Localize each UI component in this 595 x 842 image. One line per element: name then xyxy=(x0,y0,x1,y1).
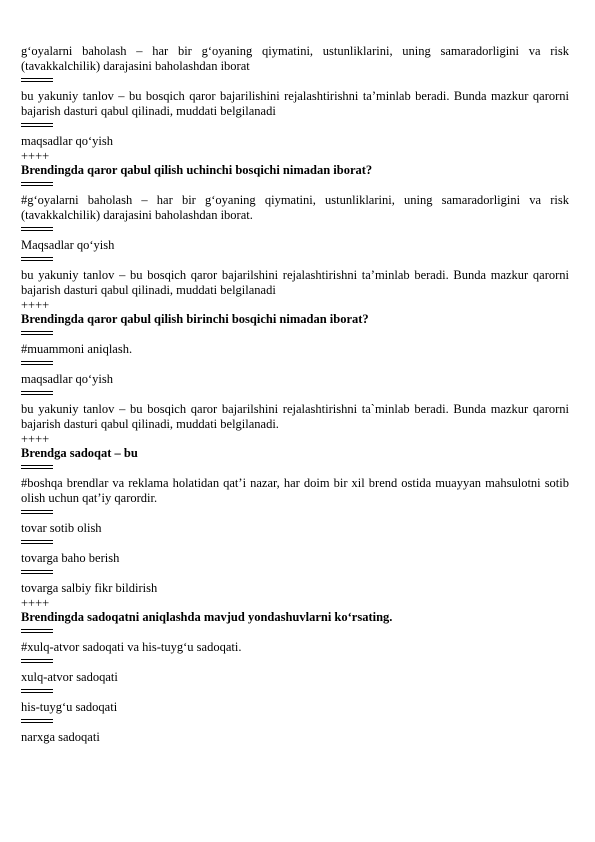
question-text: Brendingda qaror qabul qilish uchinchi bosqichi nimadan iborat? xyxy=(21,163,373,177)
separator-line xyxy=(21,227,53,231)
answer-option: bu yakuniy tanlov – bu bosqich qaror bajarilshini rejalashtirishni ta`minlab beradi. Bunda mazkur qarorni bajarish dasturi qabul qilinadi, muddati belgilanadi. xyxy=(21,402,569,431)
answer-option: tovarga salbiy fikr bildirish xyxy=(21,581,158,595)
answer-option: xulq-atvor sadoqati xyxy=(21,670,118,684)
question-text: Brendingda sadoqatni aniqlashda mavjud yondashuvlarni ko‘rsating. xyxy=(21,610,393,624)
question-marker: ++++ xyxy=(21,298,50,312)
separator-line xyxy=(21,182,53,186)
question-text: Brendga sadoqat – bu xyxy=(21,446,138,460)
separator-line xyxy=(21,659,53,663)
answer-option: #muammoni aniqlash. xyxy=(21,342,133,356)
answer-option: tovar sotib olish xyxy=(21,521,102,535)
separator-line xyxy=(21,78,53,82)
question-text: Brendingda qaror qabul qilish birinchi bosqichi nimadan iborat? xyxy=(21,312,369,326)
separator-line xyxy=(21,123,53,127)
separator-line xyxy=(21,257,53,261)
separator-line xyxy=(21,629,53,633)
document-body xyxy=(21,44,569,745)
question-marker: ++++ xyxy=(21,432,50,446)
separator-line xyxy=(21,719,53,723)
answer-option: #boshqa brendlar va reklama holatidan qat’i nazar, har doim bir xil brend ostida muayyan mahsulotni sotib olish uchun qat’iy qarordir. xyxy=(21,476,569,505)
answer-option: his-tuyg‘u sadoqati xyxy=(21,700,118,714)
answer-option: bu yakuniy tanlov – bu bosqich qaror bajarilishini rejalashtirishni ta’minlab beradi. Bunda mazkur qarorni bajarish dasturi qabul qilinadi, muddati belgilanadi xyxy=(21,89,569,118)
answer-option: g‘oyalarni baholash – har bir g‘oyaning qiymatini, ustunliklarini, uning samaradorligini va risk (tavakkalchilik) darajasini baholashdan iborat xyxy=(21,44,569,73)
answer-option: narxga sadoqati xyxy=(21,730,100,744)
answer-option: Maqsadlar qo‘yish xyxy=(21,238,115,252)
answer-option: maqsadlar qo‘yish xyxy=(21,134,113,148)
separator-line xyxy=(21,465,53,469)
answer-option: maqsadlar qo‘yish xyxy=(21,372,113,386)
separator-line xyxy=(21,391,53,395)
question-marker: ++++ xyxy=(21,596,50,610)
separator-line xyxy=(21,689,53,693)
question-marker: ++++ xyxy=(21,149,50,163)
separator-line xyxy=(21,570,53,574)
separator-line xyxy=(21,510,53,514)
separator-line xyxy=(21,361,53,365)
answer-option: #g‘oyalarni baholash – har bir g‘oyaning qiymatini, ustunliklarini, uning samaradorligini va risk (tavakkalchilik) darajasini baholashdan iborat. xyxy=(21,193,569,222)
answer-option: tovarga baho berish xyxy=(21,551,120,565)
separator-line xyxy=(21,540,53,544)
separator-line xyxy=(21,331,53,335)
answer-option: bu yakuniy tanlov – bu bosqich qaror bajarilshini rejalashtirishni ta’minlab beradi. Bunda mazkur qarorni bajarish dasturi qabul qilinadi, muddati belgilanadi xyxy=(21,268,569,297)
answer-option: #xulq-atvor sadoqati va his-tuyg‘u sadoqati. xyxy=(21,640,242,654)
